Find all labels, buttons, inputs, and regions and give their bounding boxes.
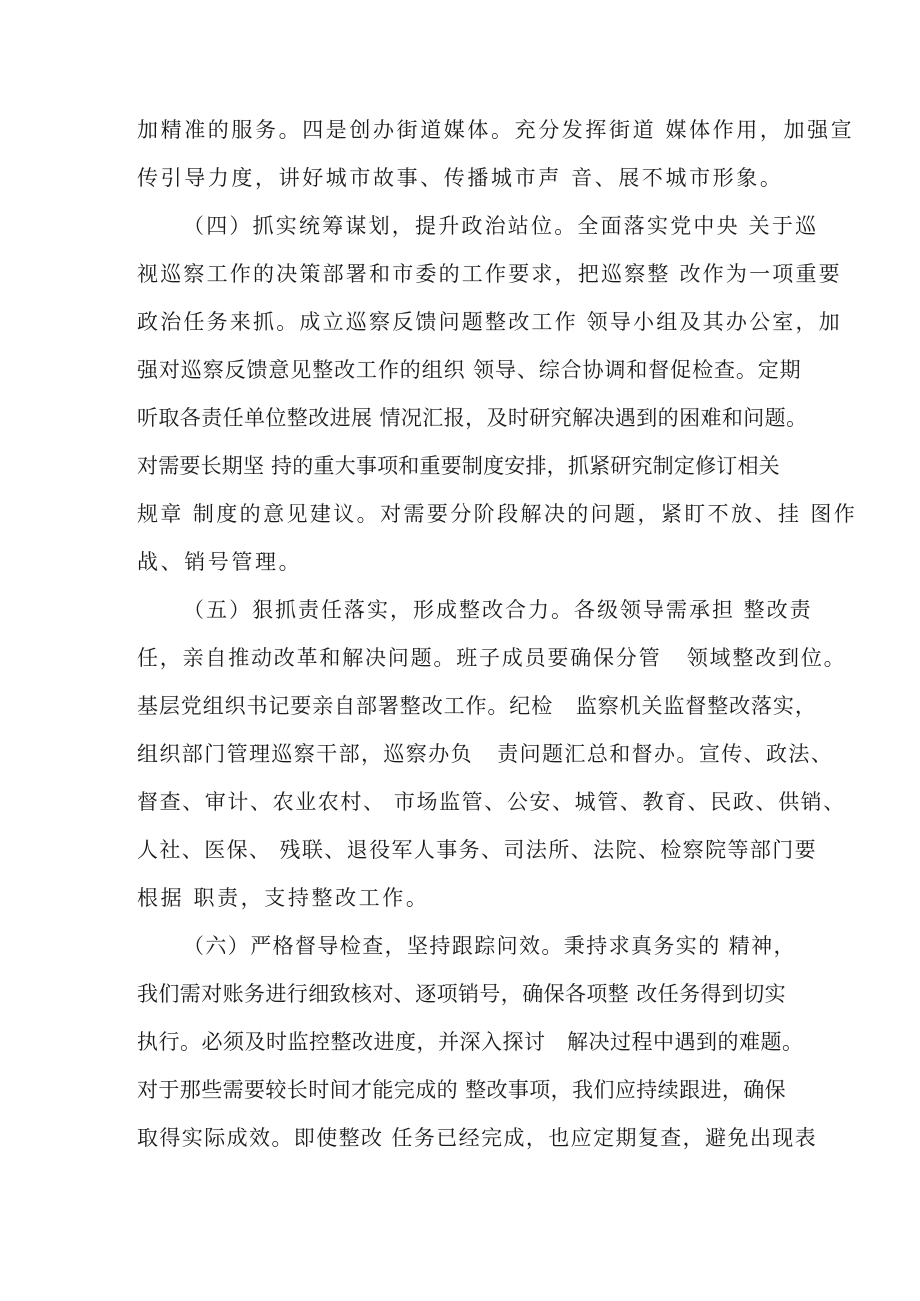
paragraph-line: 规章 制度的意见建议。对需要分阶段解决的问题，紧盯不放、挂 图作 xyxy=(137,502,858,526)
paragraph-line: 基层党组织书记要亲自部署整改工作。纪检 监察机关监督整改落实， xyxy=(137,694,817,718)
section-four-first-line: （四）抓实统筹谋划，提升政治站位。全面落实党中央 关于巡 xyxy=(183,214,819,238)
paragraph-line: 我们需对账务进行细致核对、逐项销号，确保各项整 改任务得到切实 xyxy=(137,982,787,1006)
paragraph-line: 人社、医保、 残联、退役军人事务、司法所、法院、检察院等部门要 xyxy=(137,838,818,862)
paragraph-line: 政治任务来抓。成立巡察反馈问题整改工作 领导小组及其办公室，加 xyxy=(137,310,842,334)
paragraph-line: 强对巡察反馈意见整改工作的组织 领导、综合协调和督促检查。定期 xyxy=(137,358,802,382)
paragraph-line: 任，亲自推动改革和解决问题。班子成员要确保分管 领域整改到位。 xyxy=(137,646,847,670)
paragraph-line: 对于那些需要较长时间才能完成的 整改事项，我们应持续跟进，确保 xyxy=(137,1078,787,1102)
paragraph-line: 执行。必须及时监控整改进度，并深入探讨 解决过程中遇到的难题。 xyxy=(137,1030,804,1054)
paragraph-line: 传引导力度，讲好城市故事、传播城市声 音、展不城市形象。 xyxy=(137,166,784,190)
paragraph-line: 取得实际成效。即使整改 任务已经完成，也应定期复查，避免出现表 xyxy=(137,1126,818,1150)
section-six-first-line: （六）严格督导检查，坚持跟踪问效。秉持求真务实的 精神， xyxy=(183,934,796,958)
section-five-first-line: （五）狠抓责任落实，形成整改合力。各级领导需承担 整改责 xyxy=(183,598,813,622)
paragraph-line: 督查、审计、农业农村、 市场监管、公安、城管、教育、民政、供销、 xyxy=(137,790,846,814)
paragraph-line: 对需要长期坚 持的重大事项和重要制度安排，抓紧研究制定修订相关 xyxy=(137,454,780,478)
paragraph-line: 根据 职责，支持整改工作。 xyxy=(137,886,430,910)
paragraph-line: 战、销号管理。 xyxy=(137,550,303,574)
paragraph-line: 听取各责任单位整改进展 情况汇报，及时研究解决遇到的困难和问题。 xyxy=(137,406,808,430)
paragraph-line: 视巡察工作的决策部署和市委的工作要求，把巡察整 改作为一项重要 xyxy=(137,262,842,286)
paragraph-line: 加精准的服务。四是创办街道媒体。充分发挥街道 媒体作用，加强宣 xyxy=(137,118,855,142)
paragraph-line: 组织部门管理巡察干部，巡察办负 责问题汇总和督办。宣传、政法、 xyxy=(137,742,834,766)
